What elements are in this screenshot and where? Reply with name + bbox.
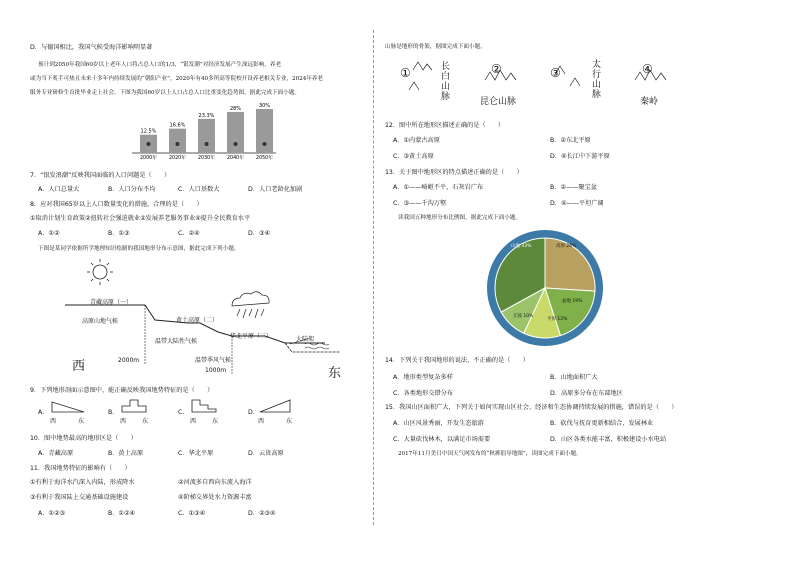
aging-bar — [169, 129, 186, 153]
q11-option-c[interactable]: C．①③④ — [178, 510, 206, 517]
q9-d-west: 西 — [258, 418, 265, 425]
q15-option-b[interactable]: B．砍伐与抚育更新相结合，发展林业 — [550, 420, 654, 427]
passage-map: 2017年11月美日中国天气网发布的“秋裤倡导地图”，读图完成下面小题。 — [398, 451, 582, 457]
q8-option-d[interactable]: D．③④ — [248, 230, 271, 237]
q11-item-4: ④阶梯交界处水力资源丰富 — [178, 494, 252, 501]
aging-bar — [227, 112, 244, 153]
sea-waves — [305, 343, 329, 349]
bar-category-label: 2050年 — [255, 156, 274, 161]
q11-option-b[interactable]: B．①②④ — [108, 510, 136, 517]
elderly-figure-icon — [263, 142, 267, 146]
q9-option-b[interactable]: B． — [108, 409, 119, 416]
label-north-china-plain: 华北平原（三） — [230, 333, 273, 340]
q9-option-d[interactable]: D． — [248, 409, 259, 416]
pie-label-basin: 盆地 19% — [562, 299, 583, 304]
bar-category-label: 2020年 — [168, 156, 187, 161]
q12-option-a[interactable]: A．①内蒙古高原 — [393, 137, 440, 144]
mountain-num-3: ③ — [550, 66, 561, 80]
q12-option-c[interactable]: C．③黄土高原 — [393, 153, 434, 160]
q9-b-east: 东 — [142, 418, 149, 425]
q9-option-c[interactable]: C． — [178, 409, 189, 416]
q13-option-b[interactable]: B．②——聚宝盆 — [550, 184, 597, 191]
bar-value-label: 16.6% — [169, 122, 186, 129]
q9-a-west: 西 — [50, 418, 57, 425]
pie-label-mountain: 山地 33% — [511, 244, 532, 249]
label-monsoon-climate: 温带季风气候 — [195, 357, 232, 364]
q10-option-c[interactable]: C．华北平原 — [178, 450, 214, 457]
mountain-num-2: ② — [491, 62, 502, 76]
mountain-icon-1 — [409, 62, 432, 90]
q14-stem: 14．下列关于我国地形的说法，不正确的是（ ） — [385, 357, 529, 364]
q8-option-a[interactable]: A．①② — [38, 230, 60, 237]
q11-stem: 11．我国地势特征的影响有（ ） — [30, 465, 131, 472]
mountain-name-2: 昆仑山脉 — [480, 97, 517, 107]
q6-option-d: D．与德国相比，我国气候受海洋影响明显著 — [30, 44, 153, 51]
mountain-name-4: 秦岭 — [640, 97, 659, 107]
q11-item-2: ②河流多自西向东流入海洋 — [178, 479, 252, 486]
q12-stem: 12．图中所在地形区描述正确的是（ ） — [385, 122, 505, 129]
profile-c-shape — [192, 400, 216, 412]
elderly-figure-icon — [205, 142, 209, 146]
bar-value-label: 23.3% — [198, 112, 215, 119]
elderly-figure-icon — [176, 142, 180, 146]
q9-profile-options — [50, 396, 300, 416]
pie-label-plain: 平原 12% — [547, 317, 568, 322]
mountain-name-1: 长白山脉 — [441, 62, 451, 102]
q12-option-d[interactable]: D．④长江中下游平原 — [550, 153, 610, 160]
label-continental-climate: 温带大陆性气候 — [155, 338, 198, 345]
q7-option-b[interactable]: B．人口分布不均 — [108, 186, 156, 193]
q9-b-west: 西 — [120, 418, 127, 425]
bar-value-label: 12.5% — [140, 128, 157, 135]
passage-pie: 读我国五种地形分布比例图，据此完成下面小题。 — [398, 215, 522, 221]
q15-option-a[interactable]: A．山区风景秀丽，开发生态旅游 — [393, 420, 484, 427]
column-divider — [373, 30, 374, 525]
q14-option-b[interactable]: B．山地面积广大 — [550, 374, 598, 381]
label-2000m: 2000m — [118, 357, 140, 364]
bar-value-label: 28% — [229, 105, 242, 112]
q7-option-a[interactable]: A．人口总量大 — [38, 186, 80, 193]
q15-stem: 15．我国山区面积广大，下列关于如何实现山区社会、经济和生态协调持续发展的措施，错误的是（ ） — [385, 404, 678, 411]
q13-stem: 13．关于图中地形区的特点描述正确的是（ ） — [385, 169, 523, 176]
passage-aging-line2: 或为当下炙手可热且未来十多年内持续发展的“朝阳产业”，2020年有40多所高等院校开设养老相关专业，2024年养老 — [30, 76, 324, 82]
q8-items: ①取消计划生育政策②扭转社会强迫就业②发展养老服务事业④提升全民教育水平 — [30, 215, 251, 222]
rain-cloud-icon — [232, 292, 269, 318]
q15-option-d[interactable]: D．山区各类水能丰富，积极建设小水电站 — [550, 436, 667, 443]
q11-item-1: ①有利于海洋水汽深入内陆，形成降水 — [30, 479, 135, 486]
mountain-name-3: 太行山脉 — [592, 60, 602, 100]
passage-aging-line3: 服务专业研修生首批毕业走上社会。下图为我国60岁以上人口占总人口比重变化趋势图。据此完成下面小题。 — [30, 90, 301, 96]
pie-label-hill: 丘陵 10% — [513, 314, 534, 319]
q14-option-c[interactable]: C．各类地形交错分布 — [393, 390, 454, 397]
profile-b-shape — [122, 400, 146, 412]
q7-option-d[interactable]: D．人口老龄化加剧 — [248, 186, 303, 193]
q9-c-east: 东 — [212, 418, 219, 425]
q10-stem: 10．图中地势最高的地形区是（ ） — [30, 435, 137, 442]
q7-option-c[interactable]: C．人口基数大 — [178, 186, 220, 193]
direction-east: 东 — [328, 366, 342, 381]
profile-a-shape — [52, 402, 84, 412]
mountain-intro: 山脉是地形的骨架，据图完成下面小题。 — [385, 44, 486, 50]
bar-category-label: 2030年 — [197, 156, 216, 161]
label-plateau-climate: 高原山地气候 — [82, 318, 119, 325]
q10-option-a[interactable]: A．青藏高原 — [38, 450, 74, 457]
elderly-figure-icon — [234, 142, 238, 146]
pie-label-plateau: 高原 26% — [556, 244, 577, 249]
q9-c-west: 西 — [190, 418, 197, 425]
passage-aging-line1: 预计到2050年我国60岁以上老年人口将占总人口的1/3，“银发潮”对经济发展产生深远影响，养老 — [38, 62, 282, 68]
q8-option-c[interactable]: C．②④ — [178, 230, 200, 237]
q8-stem: 8．应对我国65岁以上人口数量变化的措施，合理的是（ ） — [30, 201, 203, 208]
q9-option-a[interactable]: A． — [38, 409, 49, 416]
aging-bar — [198, 119, 215, 153]
mountain-num-1: ① — [400, 66, 411, 80]
passage-terrain: 下图是某同学依据所学地理知识绘制的我国地形分布示意图，据此完成下列小题。 — [38, 246, 240, 252]
q15-option-c[interactable]: C．大量砍伐林木，以满足市场需要 — [393, 436, 491, 443]
q9-d-east: 东 — [286, 418, 293, 425]
q14-option-d[interactable]: D．高原多分布在东部地区 — [550, 390, 623, 397]
mountain-num-4: ④ — [642, 62, 653, 76]
q11-option-d[interactable]: D．②③④ — [248, 510, 276, 517]
q13-option-d[interactable]: D．④——平坦广阔 — [550, 200, 604, 207]
aging-bar — [256, 109, 273, 153]
q10-option-b[interactable]: B．黄土高原 — [108, 450, 144, 457]
bar-category-label: 2000年 — [139, 156, 158, 161]
q9-stem: 9．下列地形剖面示意图中，能正确反映我国地势特征的是（ ） — [30, 387, 214, 394]
profile-d-shape — [260, 400, 290, 412]
q13-option-a[interactable]: A．①——崎岖不平，石灰岩广布 — [393, 184, 484, 191]
q14-option-a[interactable]: A．地形类型复杂多样 — [393, 374, 453, 381]
q12-option-b[interactable]: B．②东北平原 — [550, 137, 591, 144]
q11-item-3: ③有利于我国陆上交通基础设施建设 — [30, 494, 129, 501]
elderly-figure-icon — [147, 142, 151, 146]
label-loess-plateau: 黄土高原（二） — [176, 317, 219, 324]
q8-option-b[interactable]: B．①③ — [108, 230, 130, 237]
label-1000m: 1000m — [205, 367, 227, 374]
direction-west: 西 — [72, 359, 86, 374]
q13-option-c[interactable]: C．③——千沟万壑 — [393, 200, 447, 207]
q11-option-a[interactable]: A．①②③ — [38, 510, 66, 517]
terrain-pie-chart — [485, 228, 605, 348]
continental-shelf-line — [285, 343, 340, 352]
q10-option-d[interactable]: D．云贵高原 — [248, 450, 284, 457]
label-qinghai-tibet-plateau: 青藏高原（一） — [90, 299, 133, 306]
q7-stem: 7．“银发浪潮”反映我国面临的人口问题是（ ） — [30, 172, 171, 179]
label-continental-shelf: 大陆架 — [296, 336, 315, 343]
q9-a-east: 东 — [78, 418, 85, 425]
aging-bar-chart — [130, 96, 280, 162]
bar-value-label: 30% — [258, 103, 271, 109]
sun-icon — [87, 259, 113, 285]
bar-category-label: 2040年 — [226, 156, 245, 161]
